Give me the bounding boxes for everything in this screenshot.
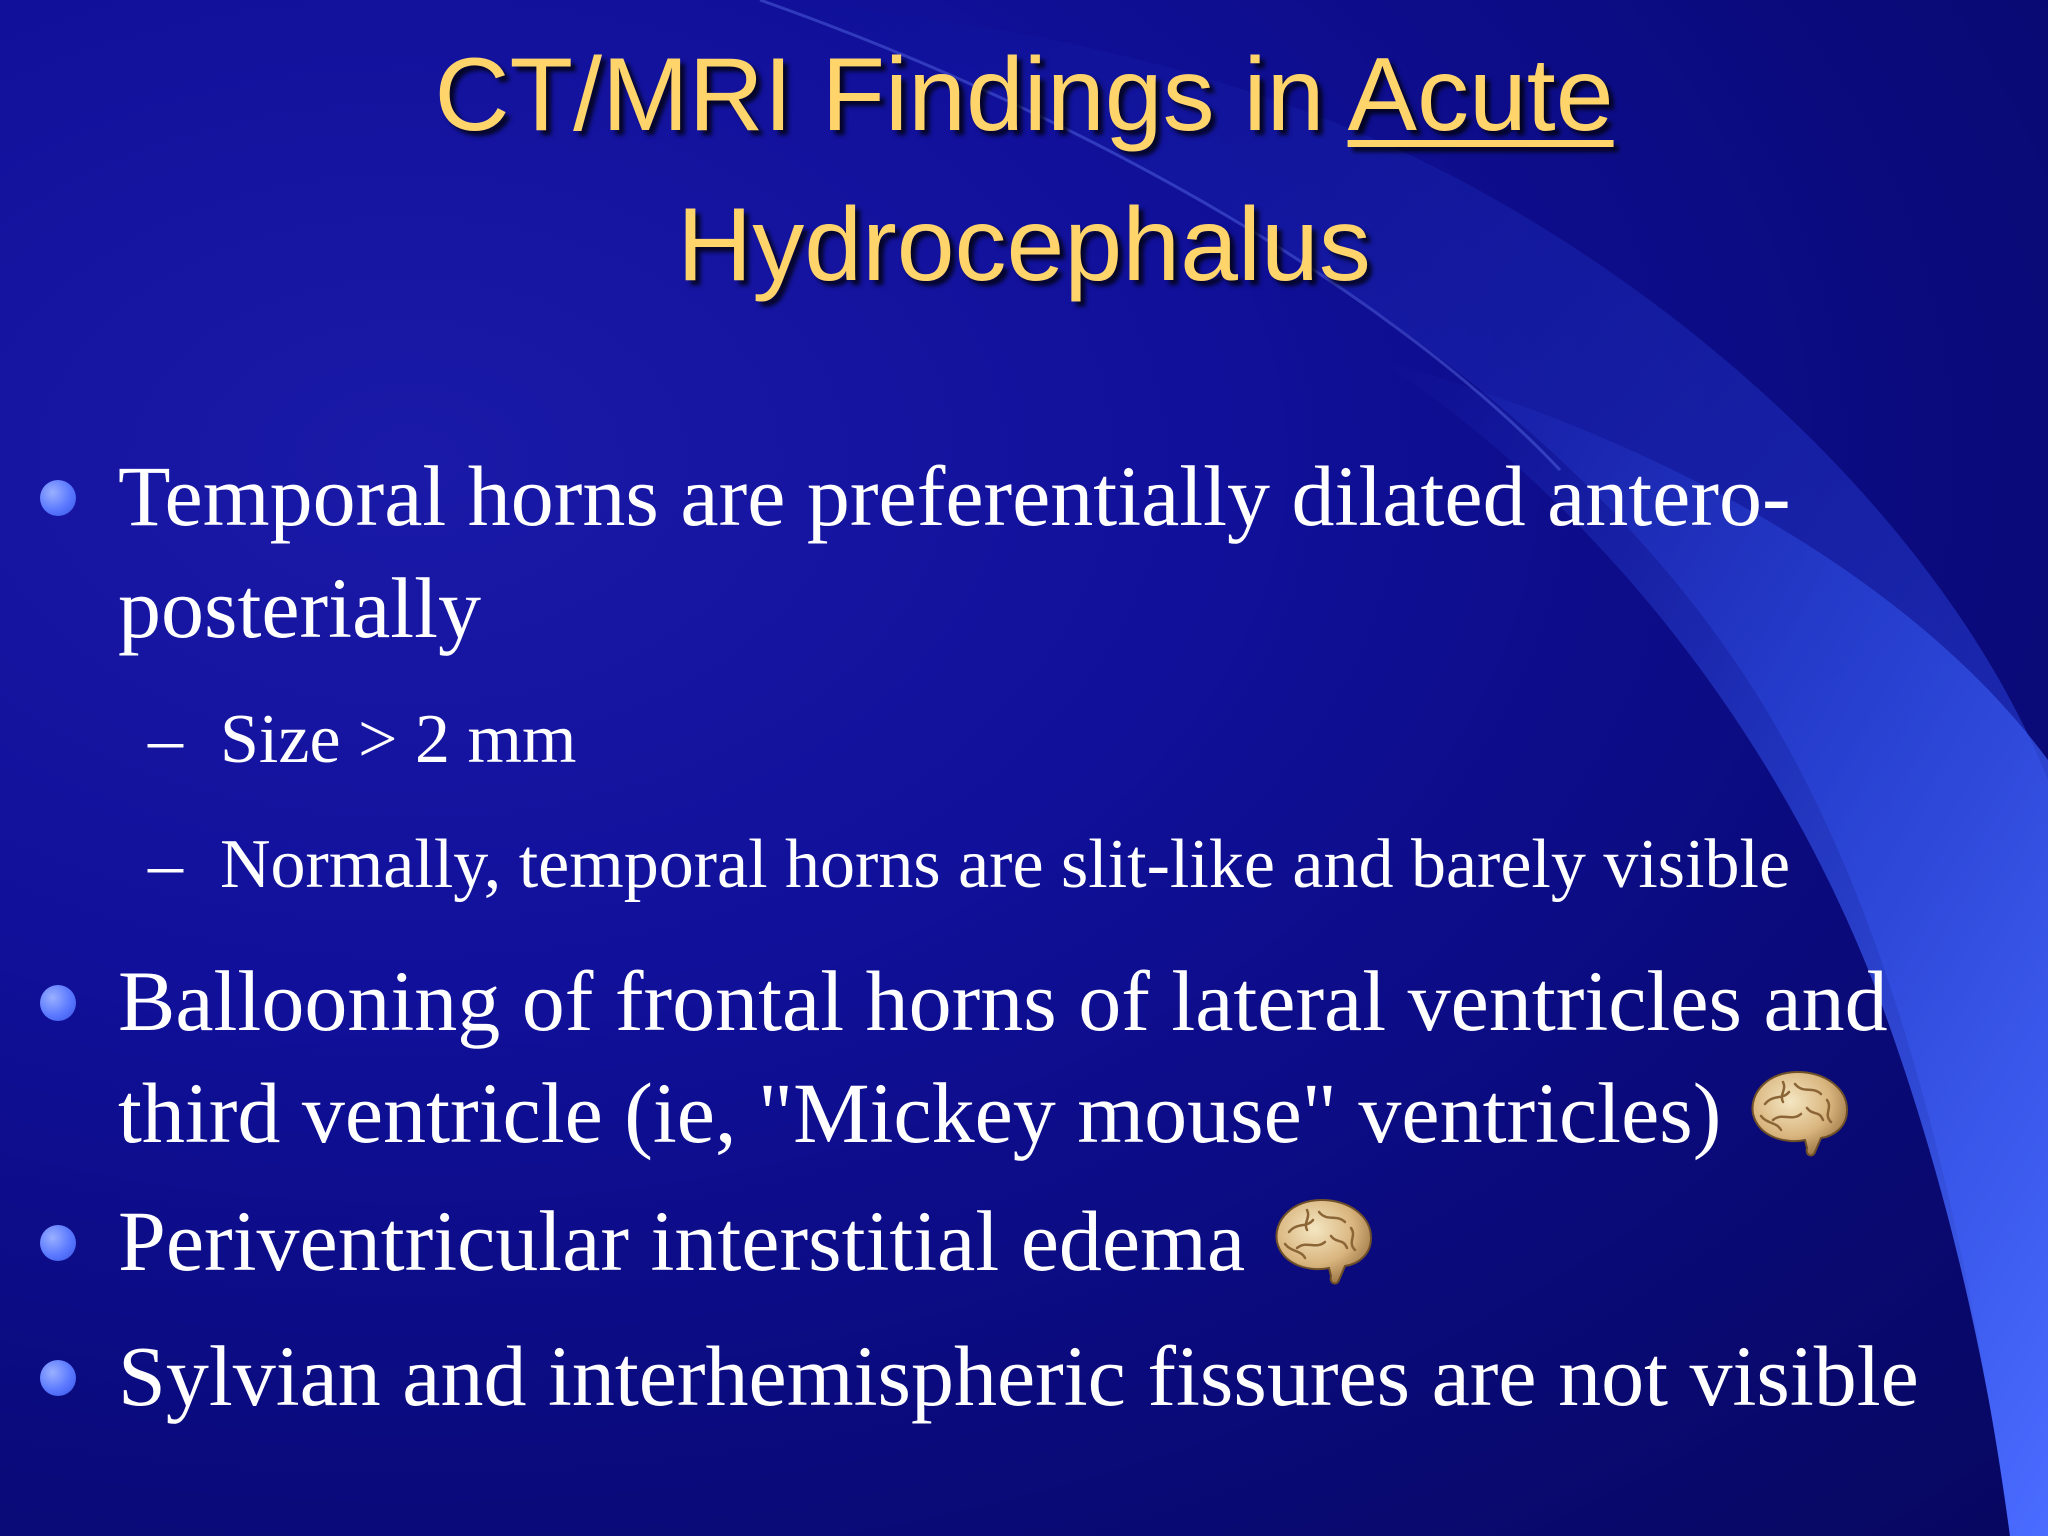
title-line-2: Hydrocephalus xyxy=(677,187,1371,303)
bullet-dot xyxy=(40,1360,76,1396)
bullet-item xyxy=(118,440,1938,664)
bullet-dot xyxy=(40,985,76,1021)
bullet-dot xyxy=(40,480,76,516)
brain-icon[interactable] xyxy=(1267,1192,1379,1288)
sub-bullet-dash: – xyxy=(148,701,183,778)
title-prefix: CT/MRI Findings in xyxy=(434,37,1348,153)
bullet-text: Sylvian and interhemispheric fissures are not visible xyxy=(118,1328,1919,1424)
title-underlined-word: Acute xyxy=(1347,37,1614,153)
bullet-text: Temporal horns are preferentially dilated antero-posterially xyxy=(118,448,1791,656)
sub-bullet-text: Size > 2 mm xyxy=(220,701,577,778)
bullet-item xyxy=(118,1320,2018,1432)
bullet-dot xyxy=(40,1225,76,1261)
sub-bullet-text: Normally, temporal horns are slit-like and barely visible xyxy=(220,826,1791,903)
title-line-1 xyxy=(0,20,2048,170)
slide-title xyxy=(0,20,2048,320)
sub-bullet-item xyxy=(148,695,2020,785)
bullet-item xyxy=(118,1185,1998,1297)
brain-icon[interactable] xyxy=(1743,1064,1855,1160)
sub-bullet-dash: – xyxy=(148,826,183,903)
bullet-text: Ballooning of frontal horns of lateral ventricles and third ventricle (ie, "Mickey mouse" ventricles) xyxy=(118,953,1888,1161)
sub-bullet-item xyxy=(148,820,2020,910)
bullet-item xyxy=(118,945,1998,1169)
bullet-text: Periventricular interstitial edema xyxy=(118,1193,1246,1289)
